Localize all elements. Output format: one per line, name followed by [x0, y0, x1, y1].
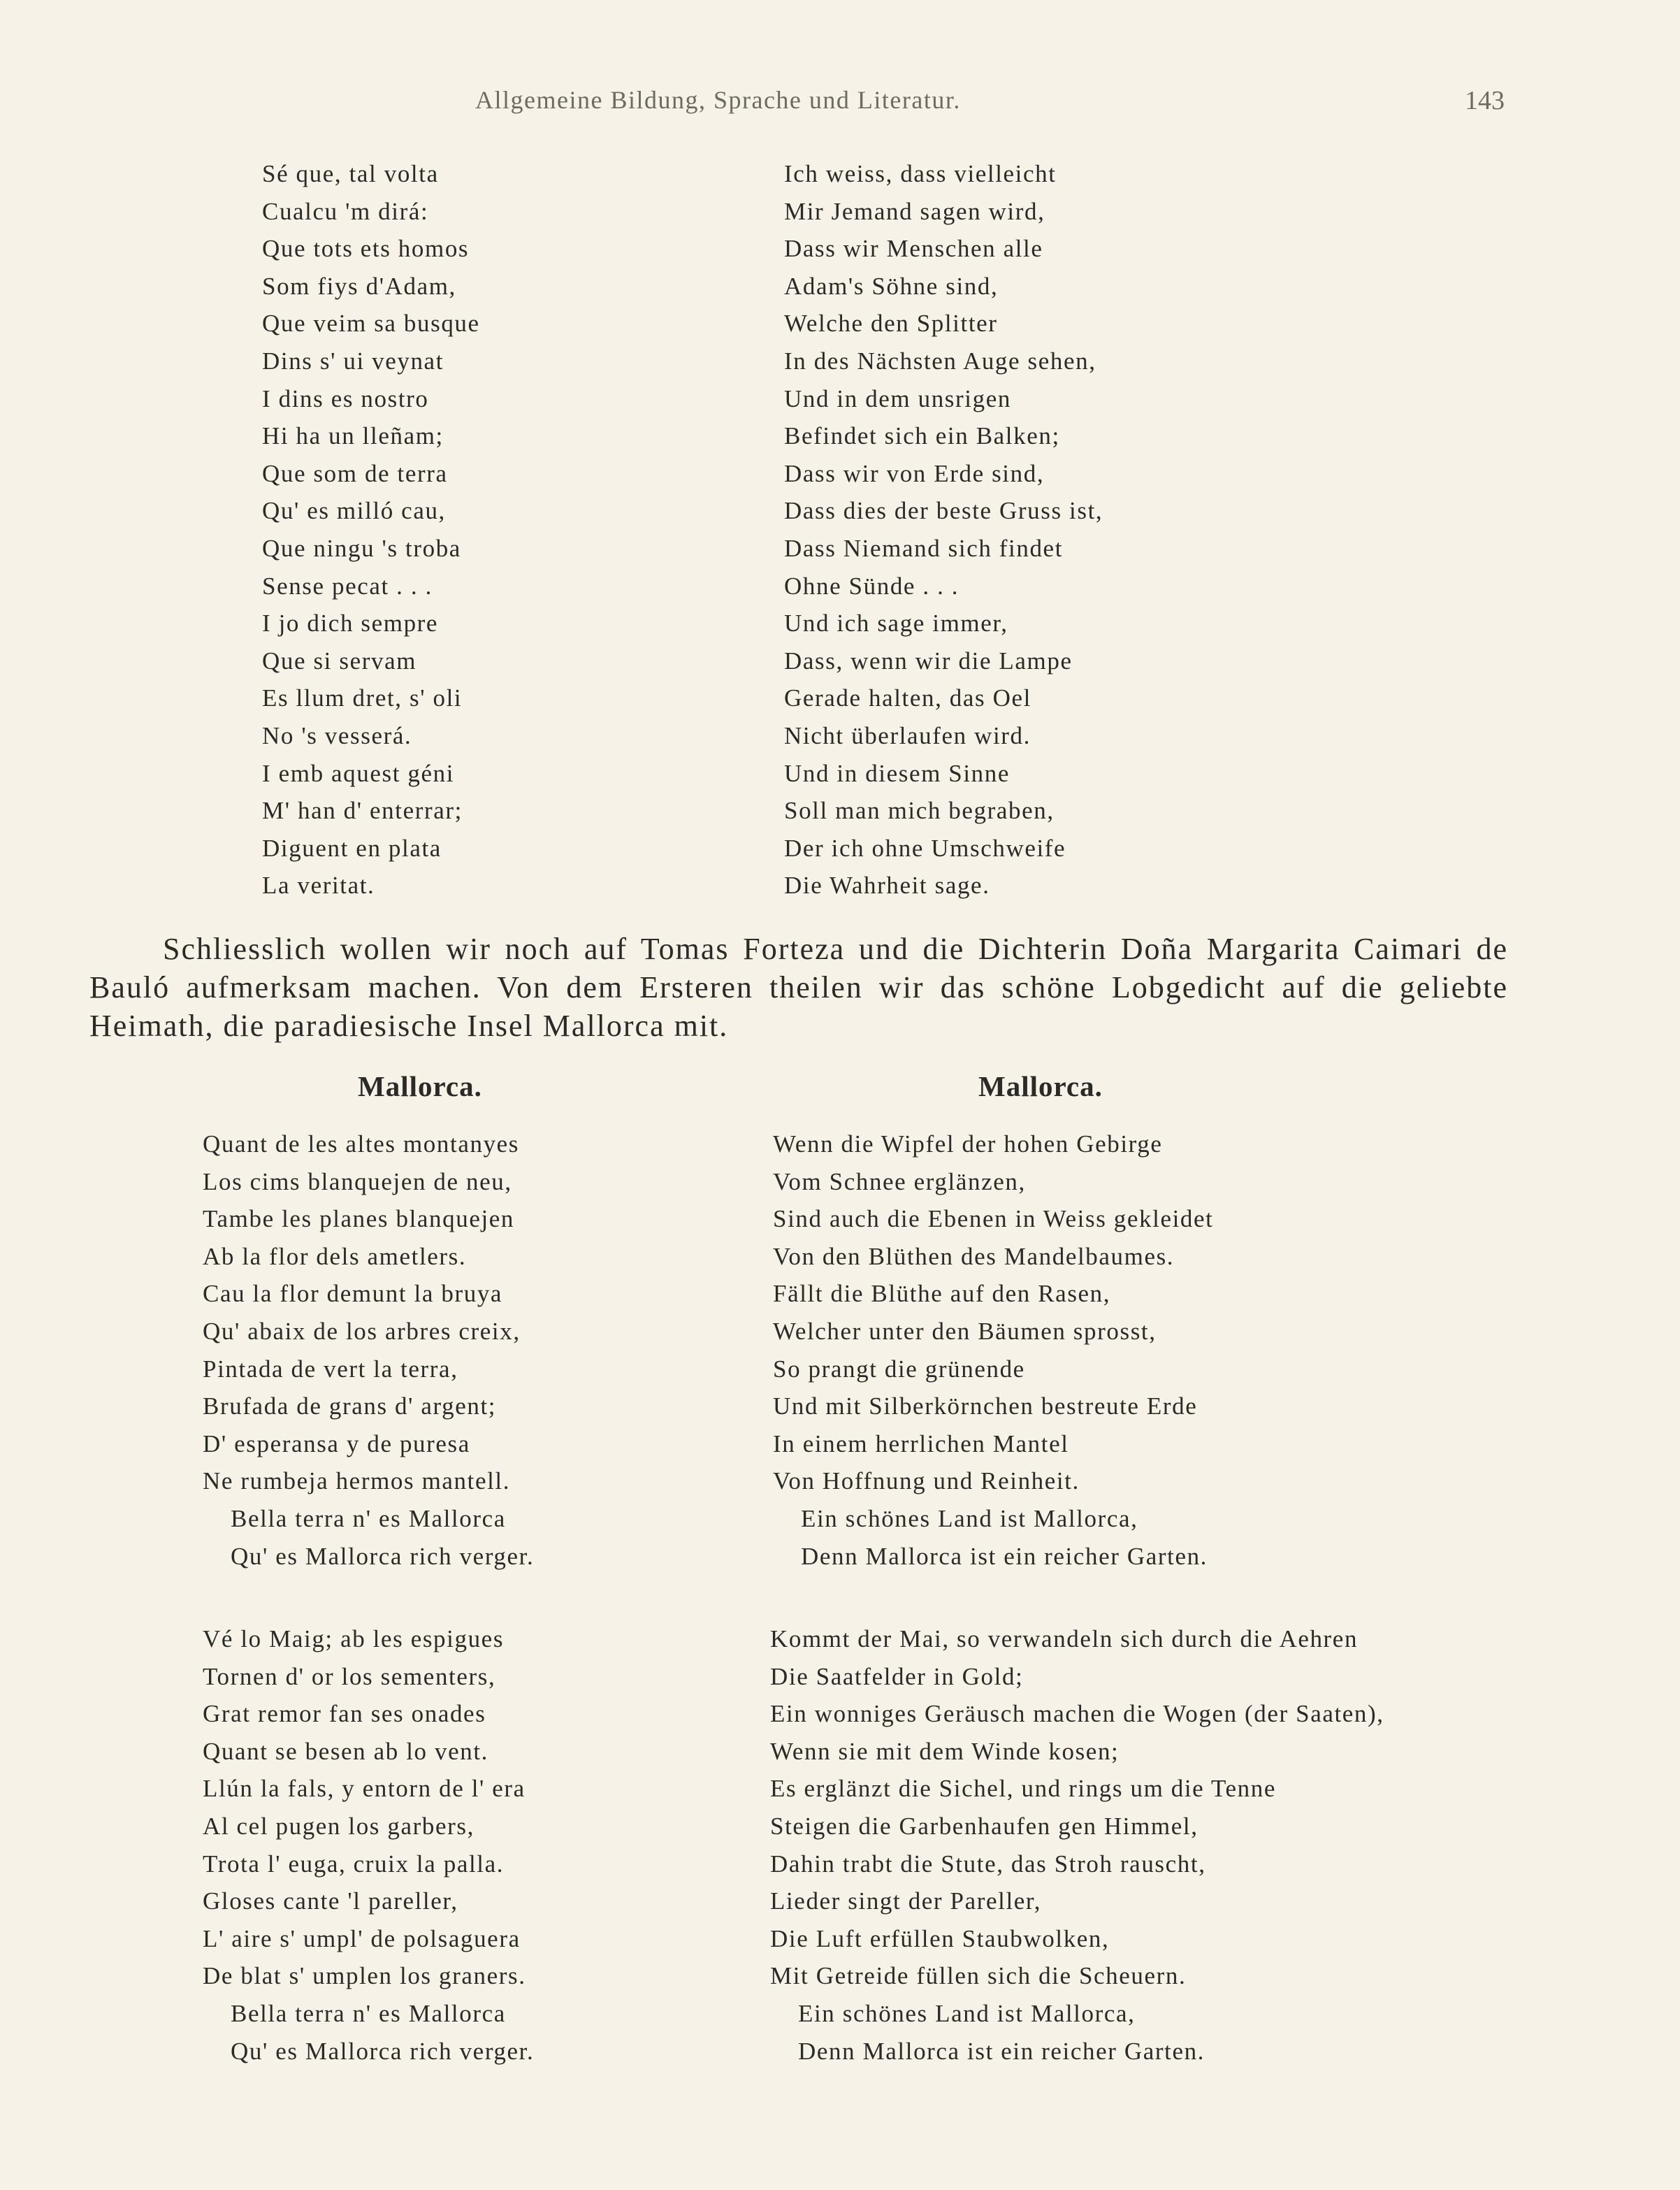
- verse-line: No 's vesserá.: [262, 721, 412, 749]
- verse-line: Dass wir Menschen alle: [784, 235, 1043, 263]
- verse-line: In des Nächsten Auge sehen,: [784, 347, 1096, 375]
- poem1-catalan: [262, 155, 480, 905]
- verse-line: Dins s' ui veynat: [262, 347, 444, 375]
- verse-line: Und in dem unsrigen: [784, 384, 1011, 412]
- verse-line: Die Saatfelder in Gold;: [770, 1662, 1024, 1690]
- verse-line: In einem herrlichen Mantel: [773, 1429, 1069, 1457]
- verse-line: Sind auch die Ebenen in Weiss gekleidet: [773, 1205, 1214, 1233]
- verse-line: Mit Getreide füllen sich die Scheuern.: [770, 1962, 1187, 1990]
- verse-line: Brufada de grans d' argent;: [203, 1392, 497, 1420]
- refrain-line: Ein schönes Land ist Mallorca,: [801, 1504, 1138, 1532]
- mallorca-stanza2-german: [770, 1620, 1384, 2070]
- verse-line: Hi ha un lleñam;: [262, 422, 444, 450]
- verse-line: Ne rumbeja hermos mantell.: [203, 1467, 511, 1495]
- verse-line: Ab la flor dels ametlers.: [203, 1242, 467, 1270]
- verse-line: Lieder singt der Pareller,: [770, 1887, 1042, 1915]
- verse-line: Soll man mich begraben,: [784, 797, 1055, 825]
- verse-line: Cau la flor demunt la bruya: [203, 1280, 503, 1308]
- verse-line: Vom Schnee erglänzen,: [773, 1167, 1026, 1195]
- verse-line: Welche den Splitter: [784, 310, 998, 338]
- verse-line: Trota l' euga, cruix la palla.: [203, 1850, 505, 1878]
- verse-line: Nicht überlaufen wird.: [784, 721, 1031, 749]
- verse-line: Kommt der Mai, so verwandeln sich durch die Aehren: [770, 1625, 1359, 1652]
- verse-line: So prangt die grünende: [773, 1355, 1025, 1383]
- verse-line: Steigen die Garbenhaufen gen Himmel,: [770, 1812, 1199, 1840]
- verse-line: Ich weiss, dass vielleicht: [784, 160, 1057, 187]
- verse-line: Diguent en plata: [262, 834, 442, 862]
- verse-line: Dass dies der beste Gruss ist,: [784, 497, 1103, 525]
- verse-line: Qu' es milló cau,: [262, 497, 446, 525]
- verse-line: Adam's Söhne sind,: [784, 272, 999, 300]
- verse-line: Und mit Silberkörnchen bestreute Erde: [773, 1392, 1198, 1420]
- verse-line: Llún la fals, y entorn de l' era: [203, 1775, 526, 1803]
- page-number: 143: [1465, 86, 1505, 115]
- verse-line: Que veim sa busque: [262, 310, 480, 338]
- verse-line: I jo dich sempre: [262, 610, 439, 637]
- refrain-line: Denn Mallorca ist ein reicher Garten.: [798, 2037, 1205, 2065]
- verse-line: Der ich ohne Umschweife: [784, 834, 1066, 862]
- verse-line: Und in diesem Sinne: [784, 759, 1011, 787]
- verse-line: Pintada de vert la terra,: [203, 1355, 458, 1383]
- verse-line: Es llum dret, s' oli: [262, 684, 463, 712]
- verse-line: Dass wir von Erde sind,: [784, 459, 1045, 487]
- refrain-line: Bella terra n' es Mallorca: [231, 1504, 506, 1532]
- verse-line: Dass Niemand sich findet: [784, 534, 1064, 562]
- verse-line: M' han d' enterrar;: [262, 797, 463, 825]
- verse-line: Vé lo Maig; ab les espigues: [203, 1625, 505, 1652]
- mallorca-stanza2-catalan: [203, 1620, 534, 2070]
- verse-line: Que som de terra: [262, 459, 448, 487]
- refrain-line: Qu' es Mallorca rich verger.: [231, 1542, 535, 1570]
- verse-line: Befindet sich ein Balken;: [784, 422, 1060, 450]
- verse-line: Und ich sage immer,: [784, 610, 1008, 637]
- verse-line: De blat s' umplen los graners.: [203, 1962, 526, 1990]
- heading-mallorca-german: Mallorca.: [978, 1070, 1103, 1102]
- verse-line: Som fiys d'Adam,: [262, 272, 456, 300]
- refrain-line: Bella terra n' es Mallorca: [231, 1999, 506, 2027]
- verse-line: I dins es nostro: [262, 384, 429, 412]
- verse-line: Gerade halten, das Oel: [784, 684, 1031, 712]
- verse-line: D' esperansa y de puresa: [203, 1429, 470, 1457]
- verse-line: Sense pecat . . .: [262, 572, 433, 600]
- verse-line: Gloses cante 'l pareller,: [203, 1887, 458, 1915]
- verse-line: L' aire s' umpl' de polsaguera: [203, 1924, 521, 1952]
- verse-line: Von Hoffnung und Reinheit.: [773, 1467, 1080, 1495]
- heading-mallorca-catalan: Mallorca.: [358, 1070, 482, 1102]
- mallorca-stanza1-german: [773, 1125, 1213, 1575]
- verse-line: Cualcu 'm dirá:: [262, 197, 429, 225]
- verse-line: Dass, wenn wir die Lampe: [784, 647, 1073, 675]
- verse-line: Quant se besen ab lo vent.: [203, 1737, 488, 1765]
- verse-line: Tambe les planes blanquejen: [203, 1205, 515, 1233]
- verse-line: Ein wonniges Geräusch machen die Wogen (der Saaten),: [770, 1700, 1384, 1728]
- verse-line: Tornen d' or los sementers,: [203, 1662, 496, 1690]
- verse-line: Von den Blüthen des Mandelbaumes.: [773, 1242, 1175, 1270]
- verse-line: Ohne Sünde . . .: [784, 572, 960, 600]
- verse-line: Fällt die Blüthe auf den Rasen,: [773, 1280, 1111, 1308]
- verse-line: Qu' abaix de los arbres creix,: [203, 1317, 521, 1345]
- verse-line: Los cims blanquejen de neu,: [203, 1167, 512, 1195]
- verse-line: Sé que, tal volta: [262, 160, 439, 187]
- verse-line: Mir Jemand sagen wird,: [784, 197, 1045, 225]
- verse-line: Welcher unter den Bäumen sprosst,: [773, 1317, 1157, 1345]
- verse-line: Quant de les altes montanyes: [203, 1130, 520, 1158]
- verse-line: I emb aquest géni: [262, 759, 455, 787]
- verse-line: Al cel pugen los garbers,: [203, 1812, 475, 1840]
- verse-line: Que tots ets homos: [262, 235, 470, 263]
- running-head: Allgemeine Bildung, Sprache und Literatur.: [475, 86, 961, 114]
- verse-line: Wenn die Wipfel der hohen Gebirge: [773, 1130, 1163, 1158]
- verse-line: Die Wahrheit sage.: [784, 872, 990, 900]
- refrain-line: Denn Mallorca ist ein reicher Garten.: [801, 1542, 1208, 1570]
- mallorca-stanza1-catalan: [203, 1125, 534, 1575]
- verse-line: Que si servam: [262, 647, 417, 675]
- verse-line: Es erglänzt die Sichel, und rings um die Tenne: [770, 1775, 1277, 1803]
- verse-line: Que ningu 's troba: [262, 534, 461, 562]
- refrain-line: Ein schönes Land ist Mallorca,: [798, 1999, 1136, 2027]
- verse-line: Dahin trabt die Stute, das Stroh rauscht,: [770, 1850, 1206, 1878]
- poem1-german: [784, 155, 1103, 905]
- verse-line: La veritat.: [262, 872, 375, 900]
- intro-paragraph: Schliesslich wollen wir noch auf Tomas Forteza und die Dichterin Doña Margarita Caimari de Bauló aufmerksam machen. Von dem Ersteren theilen wir das schöne Lobgedicht auf die geliebte Heimath, die paradiesische Insel Mallorca mit.: [89, 932, 1508, 1043]
- verse-line: Die Luft erfüllen Staubwolken,: [770, 1924, 1110, 1952]
- verse-line: Wenn sie mit dem Winde kosen;: [770, 1737, 1120, 1765]
- refrain-line: Qu' es Mallorca rich verger.: [231, 2037, 535, 2065]
- verse-line: Grat remor fan ses onades: [203, 1700, 486, 1728]
